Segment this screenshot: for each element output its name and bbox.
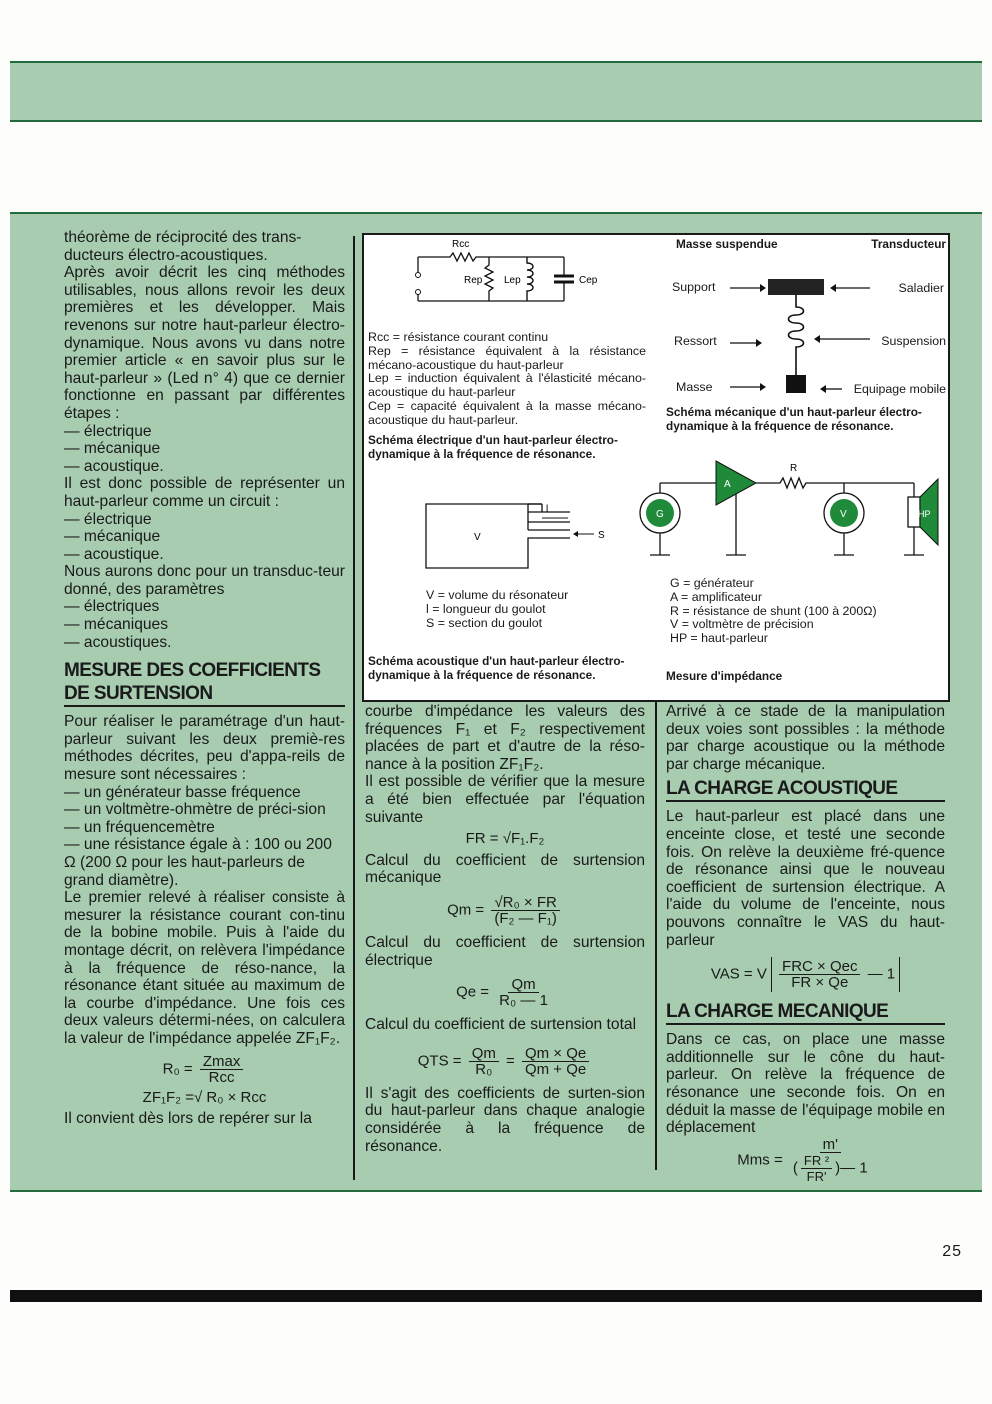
list-item: — un voltmètre-ohmètre de préci-sion <box>64 801 326 819</box>
label-lep: Lep <box>504 275 521 286</box>
page-number: 25 <box>942 1243 962 1260</box>
top-rule-1 <box>10 61 982 63</box>
list-item: — un fréquencemètre <box>64 818 215 836</box>
shunt-resistor-r <box>756 478 914 488</box>
equation-zf: ZF₁F₂ =√ R₀ × Rcc <box>142 1088 267 1106</box>
equation-qe: Qe = $\frac{Qm}{\text{R₀ — 1}}$ <box>456 976 548 1010</box>
acoustic-legend <box>426 589 568 630</box>
list-item: — acoustique. <box>64 457 164 475</box>
impedance-caption: Mesure d'impédance <box>666 669 783 683</box>
equation-qm: Qm = $\frac{\text{√R₀ × FR}}{\text{(F₂ — F₁)}}$ <box>365 895 645 926</box>
acoustic-schematic <box>424 490 614 570</box>
equation-vas: VAS = V $\frac{\text{FRC × Qec}}{FR \times Qe}$ — 1 <box>666 957 945 992</box>
mass-block <box>786 375 806 393</box>
body-paragraph: Pour réaliser le paramétrage d'un haut-parleur suivant les deux premiè-res méthodes décrites, peu d'appa-reils de mesure sont nécessaires : <box>64 713 345 784</box>
electric-schematic <box>404 237 604 307</box>
list-item: — électriques <box>64 598 160 616</box>
legend-item: G = générateur <box>670 576 754 590</box>
top-green-band <box>10 62 982 120</box>
list-item: — électrique <box>64 422 152 440</box>
body-paragraph: Calcul du coefficient de surtension total <box>365 1016 637 1034</box>
legend-item: V = volume du résonateur <box>426 588 569 602</box>
list-item: — mécanique <box>64 440 161 458</box>
panel-bottom-rule <box>10 1190 982 1192</box>
label-hp: HP <box>918 509 931 519</box>
label-rcc: Rcc <box>452 239 470 250</box>
label-s: S <box>598 530 605 541</box>
list-item: — acoustique. <box>64 545 164 563</box>
column-separator-1 <box>353 236 355 1180</box>
acoustic-caption: Schéma acoustique d'un haut-parleur électro-dynamique à la fréquence de résonance. <box>368 654 625 682</box>
resonator-outline <box>426 504 570 568</box>
legend-item: S = section du goulot <box>426 615 543 630</box>
intro-paragraph: Après avoir décrit les cinq méthodes utilisables, nous allons revoir les deux premières et les développer. Mais revenons sur notre haut-parleur électro-dynamique. Nous avons vu dans notre premier article « en savoir plus sur le haut-parleur » (Led n° 4) que ce dernier fonctionne en passant par différentes étapes : <box>64 264 345 422</box>
impedance-legend <box>670 577 877 646</box>
electric-caption: Schéma électrique d'un haut-parleur électro-dynamique à la fréquence de résonance. <box>368 433 618 461</box>
top-rule-2 <box>10 120 982 122</box>
section-heading-coefficients: MESURE DES COEFFICIENTS DE SURTENSION <box>64 659 345 707</box>
label-v: V <box>840 509 847 520</box>
mechanic-schematic <box>730 271 870 401</box>
column-2 <box>365 703 645 1155</box>
bottom-black-bar <box>10 1290 982 1302</box>
mechanic-title-left: Masse suspendue <box>676 237 778 251</box>
column-3 <box>666 703 945 1184</box>
equation-fr: FR = √F₁.F₂ <box>465 830 545 848</box>
legend-item: A = amplificateur <box>670 589 762 604</box>
legend-item: Rcc = résistance courant continu <box>368 330 549 344</box>
rep-resistor <box>485 257 493 301</box>
lep-inductor <box>527 257 533 301</box>
body-paragraph: courbe d'impédance les valeurs des fréquences F₁ et F₂ respectivement placées de part et d'autre de la réso-nance à la position ZF₁F₂. <box>365 703 645 773</box>
body-paragraph: Il convient dès lors de repérer sur la <box>64 1110 312 1128</box>
rcc-resistor <box>418 253 564 261</box>
support-block <box>768 279 824 295</box>
mechanic-caption: Schéma mécanique d'un haut-parleur électro-dynamique à la fréquence de résonance. <box>666 405 922 433</box>
equation-mms: Mms = m' ( $\frac{\text{FR ²}}{FR'}$ )— 1 <box>737 1135 868 1184</box>
intro-paragraph: Nous aurons donc pour un transduc-teur donné, des paramètres <box>64 563 345 598</box>
list-item: — mécanique <box>64 528 161 546</box>
label-ressort: Ressort <box>674 334 717 348</box>
label-l: l <box>546 504 549 515</box>
body-paragraph: Arrivé à ce stade de la manipulation deux voies sont possibles : la méthode par charge acoustique ou la méthode par charge mécanique. <box>666 703 945 773</box>
label-masse: Masse <box>676 380 713 394</box>
impedance-schematic <box>632 457 944 577</box>
panel-top-rule <box>10 212 982 214</box>
body-paragraph: Dans ce cas, on place une masse additionnelle sur le cône du haut-parleur. On relève la fréquence de résonance une seconde fois. On en déduit la masse de l'équipage mobile en déplacement <box>666 1031 945 1137</box>
body-paragraph: Calcul du coefficient de surtension électrique <box>365 933 645 969</box>
diagram-box <box>362 233 950 702</box>
label-rep: Rep <box>464 275 483 286</box>
label-r: R <box>790 463 798 474</box>
spring-coil <box>789 295 804 375</box>
legend-item: Lep = induction équivalent à l'élasticité mécano-acoustique du haut-parleur <box>368 371 646 400</box>
legend-item: HP = haut-parleur <box>670 631 768 646</box>
body-paragraph: Il est possible de vérifier que la mesure a été bien effectuée par l'équation suivante <box>365 773 645 826</box>
label-cep: Cep <box>579 275 598 286</box>
label-v: V <box>474 532 481 543</box>
list-item: — acoustiques. <box>64 633 172 651</box>
intro-paragraph: Il est donc possible de représenter un haut-parleur comme un circuit : <box>64 475 345 510</box>
column-1 <box>64 229 345 1128</box>
label-equipage: Equipage mobile <box>853 382 946 396</box>
body-paragraph: Calcul du coefficient de surtension mécanique <box>365 851 645 887</box>
label-g: G <box>656 509 664 520</box>
intro-line: théorème de réciprocité des trans- <box>64 229 302 246</box>
column-separator-2 <box>655 700 657 1170</box>
section-heading-acoustique: LA CHARGE ACOUSTIQUE <box>666 777 945 802</box>
label-saladier: Saladier <box>898 281 944 295</box>
legend-item: Cep = capacité équivalent à la masse mécano-acoustique du haut-parleur. <box>368 398 646 427</box>
legend-item: R = résistance de shunt (100 à 200Ω) <box>670 603 877 618</box>
legend-item: Rep = résistance équivalent à la résistance mécano-acoustique du haut-parleur <box>368 343 646 372</box>
equation-ro: R₀ = $\frac{Zmax}{\text{Rcc}}$ <box>64 1054 345 1085</box>
label-a: A <box>724 479 731 490</box>
body-paragraph: Le premier relevé à réaliser consiste à mesurer la résistance courant con-tinu de la bobine mobile. Puis à l'aide du montage décrit, on relèvera l'impédance à la fréquence de réso-nance, la résonance étant située au maximum de la courbe d'impédance. Une fois ces deux valeurs détermi-nées, on calculera la valeur de l'impédance appelée ZF₁F₂. <box>64 889 345 1047</box>
section-heading-mecanique: LA CHARGE MECANIQUE <box>666 1000 945 1025</box>
label-suspension: Suspension <box>881 334 946 348</box>
body-paragraph: Il s'agit des coefficients de surten-sion du haut-parleur dans chaque analogie considérée à la fréquence de résonance. <box>365 1084 645 1155</box>
mechanic-title-right: Transducteur <box>871 237 946 251</box>
legend-item: l = longueur du goulot <box>426 601 546 616</box>
equation-qts: QTS = $\frac{Qm}{\text{R₀}}$ = $\frac{Qm \times Qe}{Qm + Qe}$ <box>365 1046 645 1077</box>
legend-item: V = voltmètre de précision <box>670 617 814 632</box>
list-item: — mécaniques <box>64 616 169 634</box>
label-support: Support <box>672 280 716 294</box>
electric-legend <box>368 331 646 428</box>
list-item: — un générateur basse fréquence <box>64 783 301 801</box>
list-item: — une résistance égale à : 100 ou 200 Ω (200 Ω pour les haut-parleurs de grand diamètre). <box>64 836 332 889</box>
intro-line: ducteurs électro-acoustiques. <box>64 246 268 264</box>
list-item: — électrique <box>64 510 152 528</box>
body-paragraph: Le haut-parleur est placé dans une enceinte close, et testé une seconde fois. On relève la deuxième fré-quence de résonance ainsi que le nouveau coefficient de surtension électrique. A l'aide du volume de l'enceinte, nous pouvons connaître le VAS du haut-parleur <box>666 808 945 949</box>
